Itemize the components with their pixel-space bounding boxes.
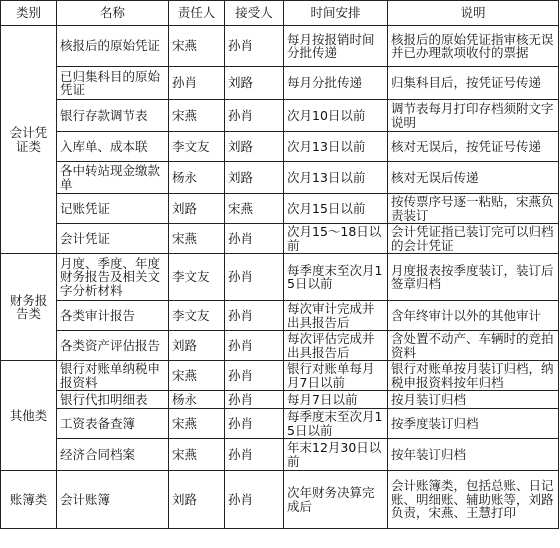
name-cell: 各类资产评估报告 (57, 331, 169, 361)
owner-cell: 李文友 (169, 132, 225, 162)
header-category: 类别 (1, 1, 57, 26)
schedule-cell: 次月15日以前 (284, 194, 388, 224)
owner-cell: 孙肖 (169, 67, 225, 100)
category-cell: 会计凭证类 (1, 26, 57, 254)
name-cell: 各类审计报告 (57, 301, 169, 331)
name-cell: 各中转站现金缴款单 (57, 162, 169, 194)
category-cell: 账簿类 (1, 471, 57, 529)
note-cell: 按年装订归档 (388, 439, 559, 471)
header-receiver: 接受人 (225, 1, 284, 26)
category-cell: 财务报告类 (1, 254, 57, 361)
schedule-cell: 每次评估完成并出具报告后 (284, 331, 388, 361)
schedule-cell: 每季度末至次月15日以前 (284, 254, 388, 301)
note-cell: 含处置不动产、车辆时的竞拍资料 (388, 331, 559, 361)
owner-cell: 刘路 (169, 331, 225, 361)
receiver-cell: 孙肖 (225, 26, 284, 67)
note-cell: 调节表每月打印存档须附文字说明 (388, 100, 559, 132)
table-row (1, 26, 559, 67)
owner-cell: 宋燕 (169, 224, 225, 254)
receiver-cell: 孙肖 (225, 224, 284, 254)
schedule-cell: 每季度末至次月15日以前 (284, 409, 388, 439)
owner-cell: 李文友 (169, 254, 225, 301)
table-row (1, 301, 559, 331)
name-cell: 会计凭证 (57, 224, 169, 254)
header-name: 名称 (57, 1, 169, 26)
name-cell: 入库单、成本联 (57, 132, 169, 162)
name-cell: 经济合同档案 (57, 439, 169, 471)
receiver-cell: 孙肖 (225, 100, 284, 132)
owner-cell: 刘路 (169, 194, 225, 224)
name-cell: 记账凭证 (57, 194, 169, 224)
receiver-cell: 孙肖 (225, 471, 284, 529)
header-owner: 责任人 (169, 1, 225, 26)
note-cell: 会计凭证指已装订完可以归档的会计凭证 (388, 224, 559, 254)
name-cell: 月度、季度、年度财务报告及相关文字分析材料 (57, 254, 169, 301)
table-row (1, 409, 559, 439)
note-cell: 核对无误后，按凭证号传递 (388, 132, 559, 162)
note-cell: 归集科目后，按凭证号传递 (388, 67, 559, 100)
owner-cell: 宋燕 (169, 409, 225, 439)
name-cell: 银行代扣明细表 (57, 391, 169, 409)
receiver-cell: 刘路 (225, 67, 284, 100)
header-schedule: 时间安排 (284, 1, 388, 26)
owner-cell: 宋燕 (169, 439, 225, 471)
receiver-cell: 宋燕 (225, 194, 284, 224)
table-row (1, 471, 559, 529)
table-row (1, 100, 559, 132)
receiver-cell: 刘路 (225, 132, 284, 162)
note-cell: 月度报表按季度装订，装订后签章归档 (388, 254, 559, 301)
note-cell: 会计账簿类，包括总账、日记账、明细账、辅助账等，刘路负责，宋燕、王慧打印 (388, 471, 559, 529)
schedule-cell: 次月15～18日以前 (284, 224, 388, 254)
schedule-cell: 银行对账单每月月7日以前 (284, 361, 388, 391)
note-cell: 含年终审计以外的其他审计 (388, 301, 559, 331)
receiver-cell: 孙肖 (225, 301, 284, 331)
note-cell: 核对无误后传递 (388, 162, 559, 194)
table-row (1, 224, 559, 254)
owner-cell: 杨永 (169, 391, 225, 409)
owner-cell: 刘路 (169, 471, 225, 529)
table-row (1, 361, 559, 391)
receiver-cell: 孙肖 (225, 439, 284, 471)
name-cell: 已归集科目的原始凭证 (57, 67, 169, 100)
category-cell: 其他类 (1, 361, 57, 471)
owner-cell: 李文友 (169, 301, 225, 331)
schedule-cell: 每月分批传递 (284, 67, 388, 100)
header-note: 说明 (388, 1, 559, 26)
table-row (1, 254, 559, 301)
table-row (1, 391, 559, 409)
name-cell: 工资表备查簿 (57, 409, 169, 439)
table-row (1, 331, 559, 361)
receiver-cell: 孙肖 (225, 361, 284, 391)
name-cell: 会计账簿 (57, 471, 169, 529)
owner-cell: 宋燕 (169, 26, 225, 67)
name-cell: 核报后的原始凭证 (57, 26, 169, 67)
schedule-cell: 次月13日以前 (284, 132, 388, 162)
schedule-cell: 年末12月30日以前 (284, 439, 388, 471)
table-row (1, 67, 559, 100)
schedule-cell: 次月13日以前 (284, 162, 388, 194)
header-row (1, 1, 559, 26)
receiver-cell: 孙肖 (225, 254, 284, 301)
receiver-cell: 孙肖 (225, 409, 284, 439)
schedule-cell: 每次审计完成并出具报告后 (284, 301, 388, 331)
owner-cell: 杨永 (169, 162, 225, 194)
schedule-cell: 每月按报销时间分批传递 (284, 26, 388, 67)
note-cell: 核报后的原始凭证指审核无误并已办理款项收付的票据 (388, 26, 559, 67)
note-cell: 按月装订归档 (388, 391, 559, 409)
schedule-cell: 每月7日以前 (284, 391, 388, 409)
table-row (1, 439, 559, 471)
receiver-cell: 孙肖 (225, 391, 284, 409)
note-cell: 银行对账单按月装订归档，纳税申报资料按年归档 (388, 361, 559, 391)
schedule-cell: 次月10日以前 (284, 100, 388, 132)
name-cell: 银行对账单纳税申报资料 (57, 361, 169, 391)
owner-cell: 宋燕 (169, 100, 225, 132)
note-cell: 按季度装订归档 (388, 409, 559, 439)
schedule-cell: 次年财务决算完成后 (284, 471, 388, 529)
table-row (1, 132, 559, 162)
receiver-cell: 刘路 (225, 162, 284, 194)
name-cell: 银行存款调节表 (57, 100, 169, 132)
receiver-cell: 孙肖 (225, 331, 284, 361)
table-row (1, 194, 559, 224)
note-cell: 按传票序号逐一粘贴，宋燕负责装订 (388, 194, 559, 224)
owner-cell: 宋燕 (169, 361, 225, 391)
table-row (1, 162, 559, 194)
